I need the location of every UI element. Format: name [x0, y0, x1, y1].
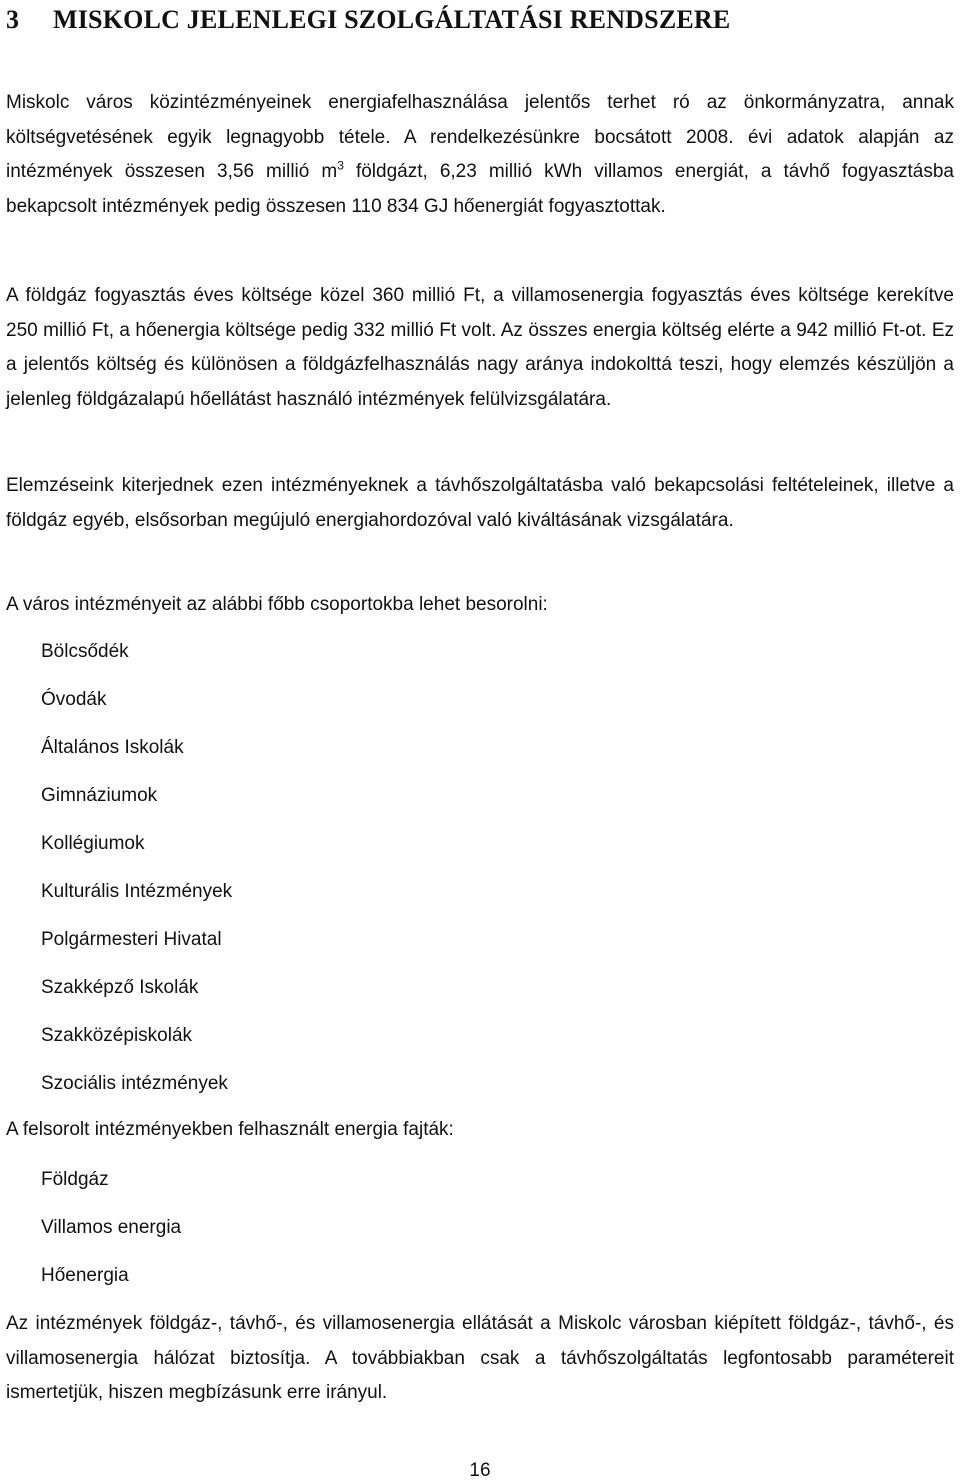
paragraph-energy-costs: A földgáz fogyasztás éves költsége közel 360 millió Ft, a villamosenergia fogyasztás éves költsége kerekítve 250 millió Ft, a hőenergia költsége pedig 332 millió Ft volt. Az összes energia költség elérte a 942 millió Ft-ot. Ez a jelentős költség és különösen a földgázfelhasználás nagy aránya indokolttá teszi, hogy elemzés készüljön a jelenleg földgázalapú hőellátást használó intézmények felülvizsgálatára. — [6, 285, 954, 410]
list-item: Bölcsődék — [41, 641, 129, 662]
list-item: Szakképző Iskolák — [41, 977, 199, 998]
list-item: Polgármesteri Hivatal — [41, 929, 222, 950]
superscript-cubic: 3 — [337, 158, 344, 173]
page-number: 16 — [469, 1460, 491, 1481]
energy-type-list — [41, 1156, 181, 1300]
paragraph-analysis-scope: Elemzéseink kiterjednek ezen intézményeknek a távhőszolgáltatásba való bekapcsolási feltételeinek, illetve a földgáz egyéb, elsősorban megújuló energiahordozóval való kiváltásának vizsgálatára. — [6, 475, 954, 531]
paragraph-text: Miskolc város közintézményeinek energiafelhasználása jelentős terhet ró az önkormányzatra, annak költségvetésének egyik legnagyobb tétele. A rendelkezésünkre bocsátott 2008. évi adatok alapján az intézmények összesen 3,56 millió m — [6, 92, 954, 182]
list-item: Gimnáziumok — [41, 785, 158, 806]
paragraph-energy-types-intro: A felsorolt intézményekben felhasznált energia fajták: — [6, 1119, 454, 1140]
paragraph-institution-groups-intro: A város intézményeit az alábbi főbb csoportokba lehet besorolni: — [6, 594, 548, 615]
list-item: Szakközépiskolák — [41, 1025, 193, 1046]
list-item: Kulturális Intézmények — [41, 881, 233, 902]
list-item: Földgáz — [41, 1169, 109, 1190]
list-item: Kollégiumok — [41, 833, 145, 854]
list-item: Hőenergia — [41, 1265, 129, 1286]
list-item: Óvodák — [41, 689, 107, 710]
paragraph-network-supply: Az intézmények földgáz-, távhő-, és villamosenergia ellátását a Miskolc városban kiépített földgáz-, távhő-, és villamosenergia hálózat biztosítja. A továbbiakban csak a távhőszolgáltatás legfontosabb paramétereit ismertetjük, hiszen megbízásunk erre irányul. — [6, 1313, 954, 1403]
list-item: Szociális intézmények — [41, 1073, 228, 1094]
section-title: MISKOLC JELENLEGI SZOLGÁLTATÁSI RENDSZERE — [53, 5, 731, 34]
section-number: 3 — [6, 5, 20, 34]
list-item: Általános Iskolák — [41, 737, 184, 758]
institution-group-list — [41, 628, 232, 1108]
paragraph-energy-consumption — [6, 86, 954, 224]
section-heading — [6, 2, 730, 38]
paragraph-text: földgázt, 6,23 millió kWh villamos energiát, a távhő fogyasztásba bekapcsolt intézmények pedig összesen 110 834 GJ hőenergiát fogyasztottak. — [6, 161, 954, 217]
list-item: Villamos energia — [41, 1217, 182, 1238]
